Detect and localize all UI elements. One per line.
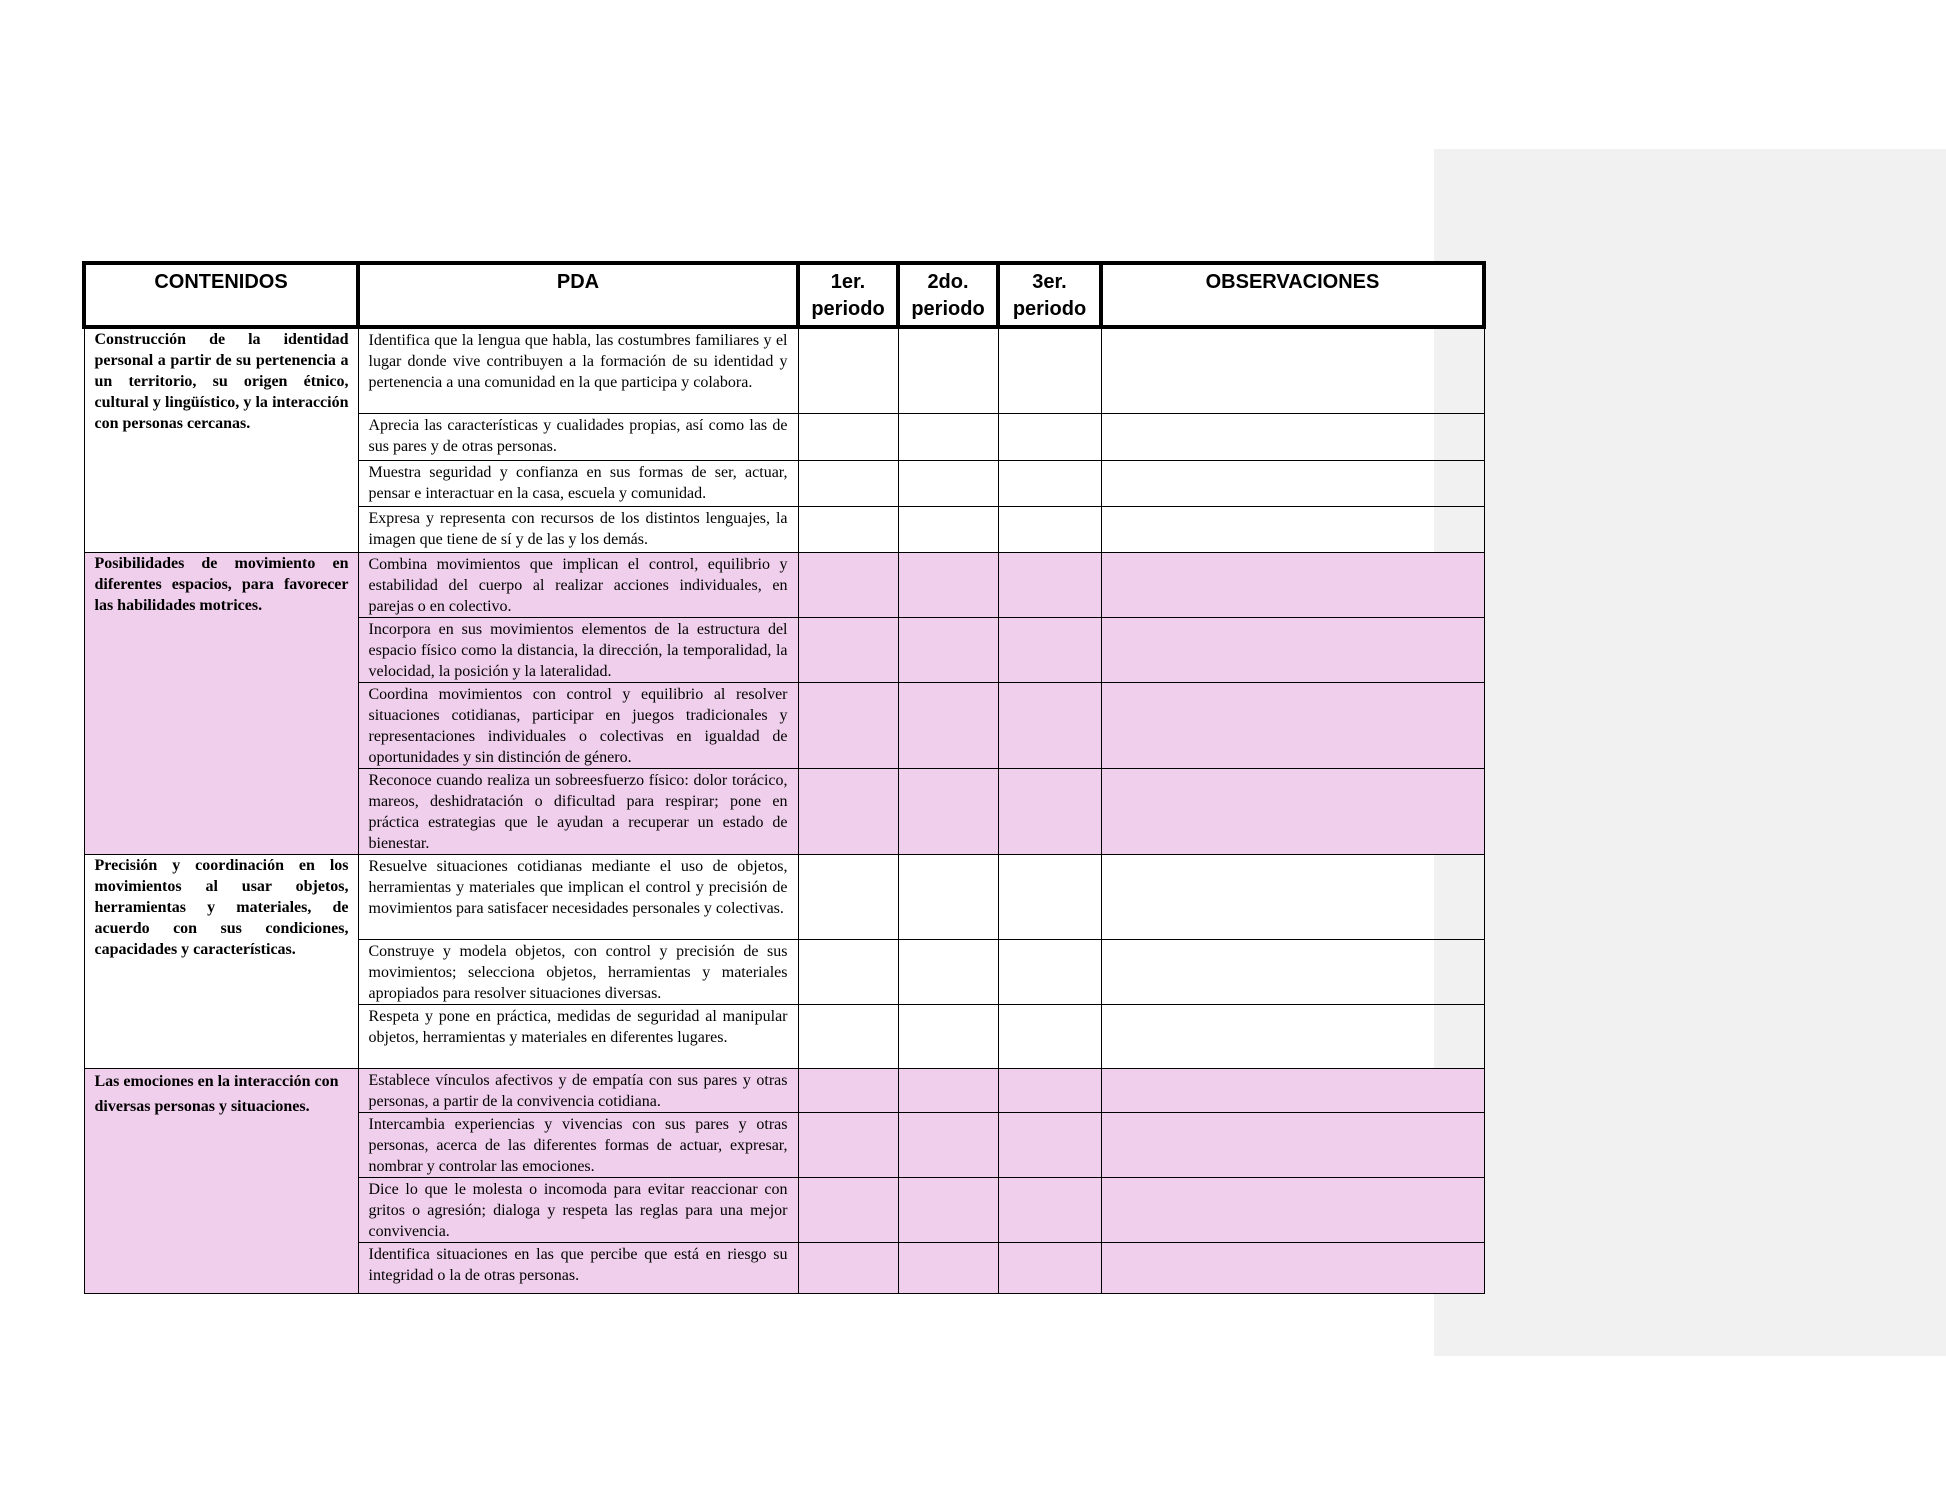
period-3-cell[interactable] (998, 617, 1101, 682)
observations-cell[interactable] (1101, 552, 1484, 617)
period-3-cell[interactable] (998, 1242, 1101, 1293)
header-contenidos: CONTENIDOS (84, 263, 358, 327)
observations-cell[interactable] (1101, 682, 1484, 768)
period-1-cell[interactable] (798, 506, 898, 552)
pda-cell: Reconoce cuando realiza un sobreesfuerzo físico: dolor torácico, mareos, deshidratación o dificultad para respirar; pone en práctica estrategias que le ayudan a recuperar un estado de bienestar. (358, 768, 798, 854)
pda-cell: Combina movimientos que implican el control, equilibrio y estabilidad del cuerpo al realizar acciones individuales, en parejas o en colectivo. (358, 552, 798, 617)
observations-cell[interactable] (1101, 854, 1484, 939)
period-3-cell[interactable] (998, 1068, 1101, 1112)
period-3-cell[interactable] (998, 1004, 1101, 1068)
period-1-cell[interactable] (798, 768, 898, 854)
period-1-cell[interactable] (798, 552, 898, 617)
period-2-cell[interactable] (898, 854, 998, 939)
period-2-cell[interactable] (898, 768, 998, 854)
pda-cell: Resuelve situaciones cotidianas mediante el uso de objetos, herramientas y materiales que implican el control y precisión de movimientos para satisfacer necesidades personales y colectivas. (358, 854, 798, 939)
observations-cell[interactable] (1101, 327, 1484, 413)
observations-cell[interactable] (1101, 1112, 1484, 1177)
pda-cell: Respeta y pone en práctica, medidas de seguridad al manipular objetos, herramientas y materiales en diferentes lugares. (358, 1004, 798, 1068)
period-3-cell[interactable] (998, 413, 1101, 460)
period-2-cell[interactable] (898, 413, 998, 460)
period-2-cell[interactable] (898, 552, 998, 617)
period-1-cell[interactable] (798, 1177, 898, 1242)
period-1-cell[interactable] (798, 413, 898, 460)
period-2-cell[interactable] (898, 460, 998, 506)
period-3-cell[interactable] (998, 939, 1101, 1004)
period-2-cell[interactable] (898, 1242, 998, 1293)
observations-cell[interactable] (1101, 617, 1484, 682)
period-1-cell[interactable] (798, 1004, 898, 1068)
period-1-cell[interactable] (798, 617, 898, 682)
period-1-cell[interactable] (798, 460, 898, 506)
period-2-cell[interactable] (898, 1068, 998, 1112)
period-3-cell[interactable] (998, 327, 1101, 413)
header-period-3: 3er. periodo (998, 263, 1101, 327)
period-2-cell[interactable] (898, 617, 998, 682)
content-cell: Posibilidades de movimiento en diferentes espacios, para favorecer las habilidades motrices. (84, 552, 358, 854)
period-1-cell[interactable] (798, 1068, 898, 1112)
period-1-cell[interactable] (798, 1242, 898, 1293)
observations-cell[interactable] (1101, 460, 1484, 506)
period-2-cell[interactable] (898, 682, 998, 768)
content-cell: Construcción de la identidad personal a partir de su pertenencia a un territorio, su origen étnico, cultural y lingüístico, y la interacción con personas cercanas. (84, 327, 358, 552)
content-cell: Las emociones en la interacción con diversas personas y situaciones. (84, 1068, 358, 1293)
period-2-cell[interactable] (898, 506, 998, 552)
period-2-cell[interactable] (898, 1004, 998, 1068)
pda-cell: Dice lo que le molesta o incomoda para evitar reaccionar con gritos o agresión; dialoga y respeta las reglas para una mejor convivencia. (358, 1177, 798, 1242)
observations-cell[interactable] (1101, 1242, 1484, 1293)
period-1-cell[interactable] (798, 1112, 898, 1177)
period-2-cell[interactable] (898, 1177, 998, 1242)
period-3-cell[interactable] (998, 1177, 1101, 1242)
pda-cell: Identifica situaciones en las que percibe que está en riesgo su integridad o la de otras personas. (358, 1242, 798, 1293)
period-2-cell[interactable] (898, 939, 998, 1004)
pda-cell: Coordina movimientos con control y equilibrio al resolver situaciones cotidianas, participar en juegos tradicionales y representaciones individuales o colectivas en igualdad de oportunidades y sin distinción de género. (358, 682, 798, 768)
period-3-cell[interactable] (998, 682, 1101, 768)
pda-cell: Aprecia las características y cualidades propias, así como las de sus pares y de otras personas. (358, 413, 798, 460)
table-row (84, 1068, 1484, 1112)
observations-cell[interactable] (1101, 939, 1484, 1004)
period-3-cell[interactable] (998, 1112, 1101, 1177)
period-2-cell[interactable] (898, 327, 998, 413)
pda-cell: Muestra seguridad y confianza en sus formas de ser, actuar, pensar e interactuar en la casa, escuela y comunidad. (358, 460, 798, 506)
period-1-cell[interactable] (798, 939, 898, 1004)
header-period-2: 2do. periodo (898, 263, 998, 327)
pda-cell: Incorpora en sus movimientos elementos de la estructura del espacio físico como la distancia, la dirección, la temporalidad, la velocidad, la posición y la lateralidad. (358, 617, 798, 682)
period-3-cell[interactable] (998, 552, 1101, 617)
observations-cell[interactable] (1101, 768, 1484, 854)
pda-cell: Establece vínculos afectivos y de empatía con sus pares y otras personas, a partir de la convivencia cotidiana. (358, 1068, 798, 1112)
period-3-cell[interactable] (998, 460, 1101, 506)
header-row (84, 263, 1484, 327)
header-observaciones: OBSERVACIONES (1101, 263, 1484, 327)
period-3-cell[interactable] (998, 854, 1101, 939)
table-row (84, 327, 1484, 413)
observations-cell[interactable] (1101, 1177, 1484, 1242)
table-row (84, 854, 1484, 939)
period-2-cell[interactable] (898, 1112, 998, 1177)
observations-cell[interactable] (1101, 1068, 1484, 1112)
period-3-cell[interactable] (998, 506, 1101, 552)
table-row (84, 552, 1484, 617)
period-1-cell[interactable] (798, 682, 898, 768)
period-3-cell[interactable] (998, 768, 1101, 854)
evaluation-table (82, 261, 1486, 1294)
observations-cell[interactable] (1101, 413, 1484, 460)
period-1-cell[interactable] (798, 854, 898, 939)
pda-cell: Intercambia experiencias y vivencias con sus pares y otras personas, acerca de las diferentes formas de actuar, expresar, nombrar y controlar las emociones. (358, 1112, 798, 1177)
pda-cell: Identifica que la lengua que habla, las costumbres familiares y el lugar donde vive contribuyen a la formación de su identidad y pertenencia a una comunidad en la que participa y colabora. (358, 327, 798, 413)
header-period-1: 1er. periodo (798, 263, 898, 327)
header-pda: PDA (358, 263, 798, 327)
content-cell: Precisión y coordinación en los movimientos al usar objetos, herramientas y materiales, de acuerdo con sus condiciones, capacidades y características. (84, 854, 358, 1068)
period-1-cell[interactable] (798, 327, 898, 413)
observations-cell[interactable] (1101, 1004, 1484, 1068)
observations-cell[interactable] (1101, 506, 1484, 552)
pda-cell: Construye y modela objetos, con control y precisión de sus movimientos; selecciona objetos, herramientas y materiales apropiados para resolver situaciones diversas. (358, 939, 798, 1004)
side-panel (1434, 149, 1946, 1356)
pda-cell: Expresa y representa con recursos de los distintos lenguajes, la imagen que tiene de sí y de las y los demás. (358, 506, 798, 552)
